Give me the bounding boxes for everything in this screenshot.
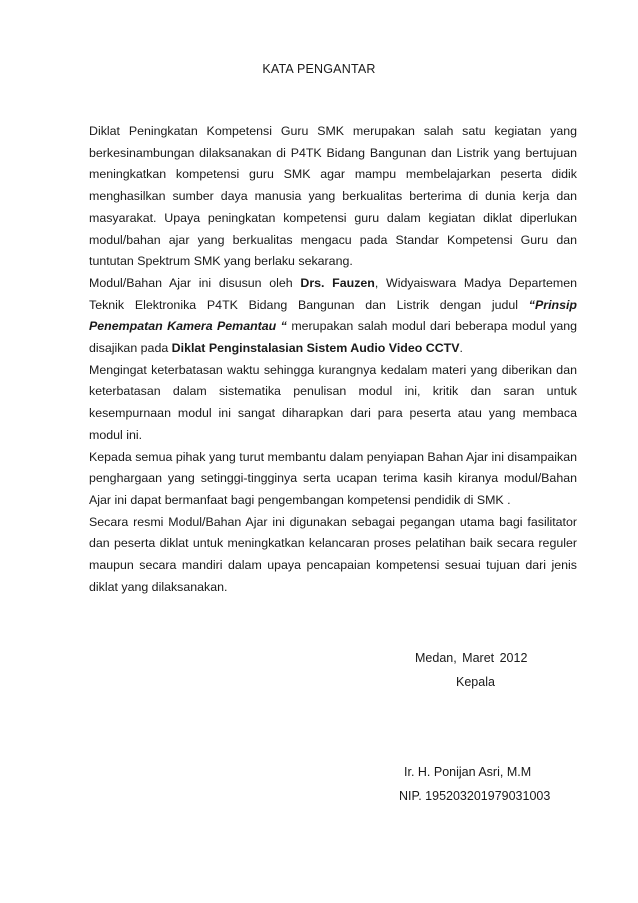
- paragraph-limitations: Mengingat keterbatasan waktu sehingga kurangnya kedalam materi yang diberikan dan keterbatasan dalam sistematika penulisan modul ini, kritik dan saran untuk kesempurnaan modul ini sangat diharapkan dari para peserta atau yang membaca modul ini.: [89, 362, 577, 442]
- document-title: KATA PENGANTAR: [262, 62, 376, 76]
- paragraph-usage: Secara resmi Modul/Bahan Ajar ini digunakan sebagai pegangan utama bagi fasilitator dan peserta diklat untuk meningkatkan kelancaran proses pelatihan baik secara reguler maupun secara mandiri dalam upaya pencapaian kompetensi sesuai tujuan dari jenis diklat yang dilaksanakan.: [89, 514, 577, 594]
- diklat-name: Diklat Penginstalasian Sistem Audio Video CCTV: [171, 341, 460, 356]
- paragraph-author-text-2: , Widyaiswara Madya Departemen Teknik Elektronika P4TK Bidang Bangunan dan Listrik dengan judul: [89, 275, 577, 312]
- signature-position: Kepala: [456, 675, 495, 689]
- signature-name: Ir. H. Ponijan Asri, M.M: [404, 765, 532, 779]
- paragraph-intro: Diklat Peningkatan Kompetensi Guru SMK merupakan salah satu kegiatan yang berkesinambungan dilaksanakan di P4TK Bidang Bangunan dan Listrik yang bertujuan meningkatkan kompetensi guru SMK agar mampu membelajarkan peserta didik menghasilkan sumber daya manusia yang berkualitas berterima di dunia kerja dan masyarakat. Upaya peningkatan kompetensi guru dalam kegiatan diklat diperlukan modul/bahan ajar yang berkualitas mengacu pada Standar Kompetensi Guru dan tuntutan Spektrum SMK yang berlaku sekarang.: [89, 124, 577, 269]
- paragraph-thanks: Kepada semua pihak yang turut membantu dalam penyiapan Bahan Ajar ini disampaikan penghargaan yang setinggi-tingginya serta ucapan terima kasih kiranya modul/Bahan Ajar ini dapat bermanfaat bagi pengembangan kompetensi pendidik di SMK .: [89, 449, 577, 507]
- paragraph-author: [89, 273, 577, 360]
- paragraph-author-text-3: merupakan salah modul dari beberapa modul yang disajikan pada: [89, 319, 577, 356]
- paragraph-author-text-1: Modul/Bahan Ajar ini disusun oleh: [89, 275, 301, 290]
- document-body: [89, 121, 577, 598]
- paragraph-author-text-4: .: [459, 341, 463, 356]
- author-name: Drs. Fauzen: [300, 275, 375, 290]
- module-title: “Prinsip Penempatan Kamera Pemantau “: [89, 297, 577, 334]
- signature-place-date: Medan, Maret 2012: [415, 651, 528, 665]
- signature-nip: NIP. 195203201979031003: [399, 789, 551, 803]
